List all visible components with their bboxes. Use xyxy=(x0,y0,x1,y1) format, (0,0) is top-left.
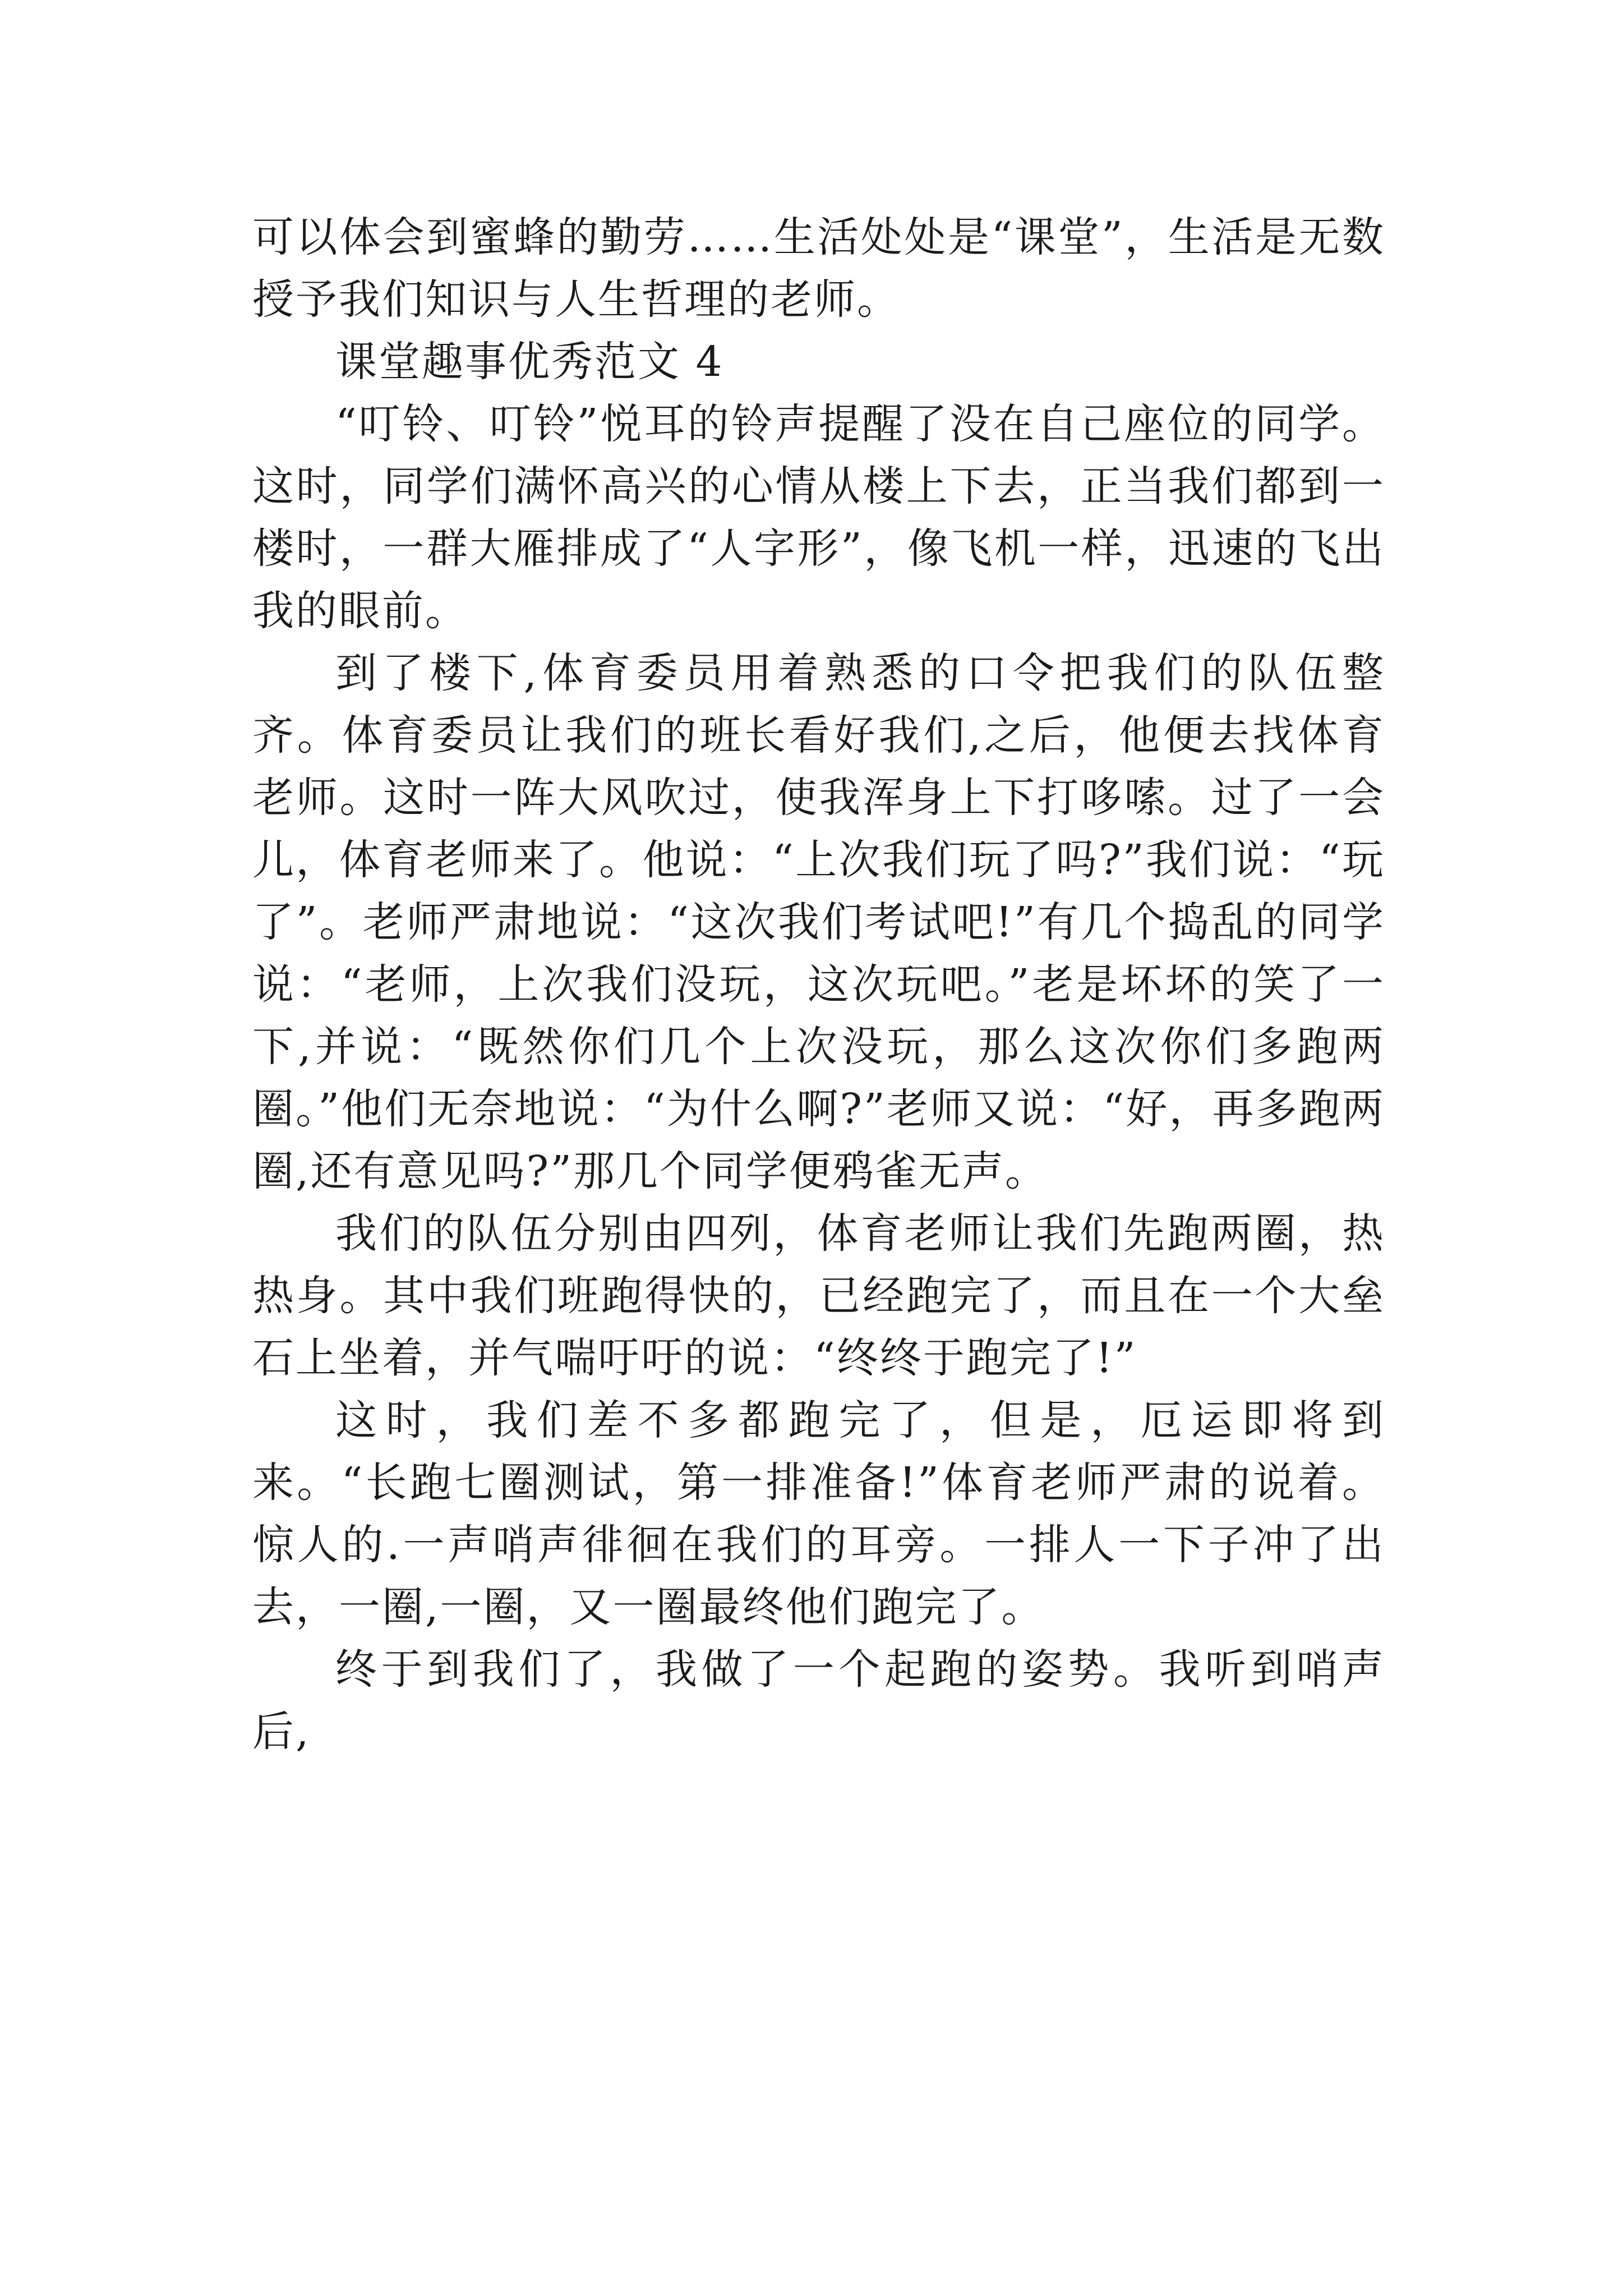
section-heading: 课堂趣事优秀范文 4 xyxy=(335,338,724,386)
body-paragraph: “叮铃、叮铃”悦耳的铃声提醒了没在自己座位的同学。这时，同学们满怀高兴的心情从楼上下去，正当我们都到一楼时，一群大雁排成了“人字形”，像飞机一样，迅速的飞出我的眼前。 xyxy=(252,400,1385,635)
body-paragraph: 到了楼下,体育委员用着熟悉的口令把我们的队伍整齐。体育委员让我们的班长看好我们,之后，他便去找体育老师。这时一阵大风吹过，使我浑身上下打哆嗦。过了一会儿，体育老师来了。他说：“上次我们玩了吗?”我们说：“玩了”。老师严肃地说：“这次我们考试吧!”有几个捣乱的同学说：“老师，上次我们没玩，这次玩吧。”老是坏坏的笑了一下,并说：“既然你们几个上次没玩，那么这次你们多跑两圈。”他们无奈地说：“为什么啊?”老师又说：“好，再多跑两圈,还有意见吗?”那几个同学便鸦雀无声。 xyxy=(252,649,1385,1195)
body-paragraph: 我们的队伍分别由四列，体育老师让我们先跑两圈，热热身。其中我们班跑得快的，已经跑完了，而且在一个大垒石上坐着，并气喘吁吁的说：“终终于跑完了!” xyxy=(252,1209,1385,1382)
body-paragraph: 这时，我们差不多都跑完了，但是，厄运即将到来。“长跑七圈测试，第一排准备!”体育老师严肃的说着。惊人的.一声哨声徘徊在我们的耳旁。一排人一下子冲了出去，一圈,一圈，又一圈最终他们跑完了。 xyxy=(252,1396,1385,1631)
body-paragraph: 终于到我们了，我做了一个起跑的姿势。我听到哨声后, xyxy=(252,1645,1385,1756)
article-body xyxy=(252,206,1385,1763)
continuation-paragraph: 可以体会到蜜蜂的勤劳……生活处处是“课堂”，生活是无数授予我们知识与人生哲理的老师。 xyxy=(252,213,1385,324)
